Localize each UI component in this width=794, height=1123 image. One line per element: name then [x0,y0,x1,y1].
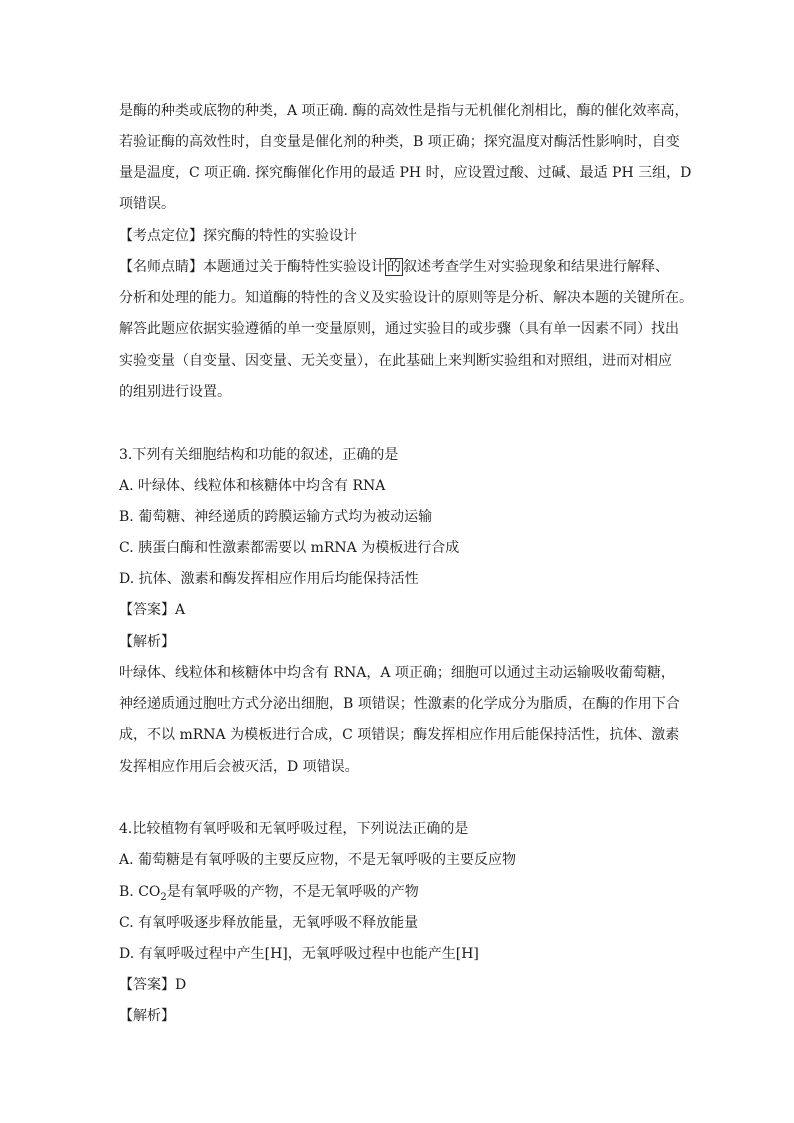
q3-analysis-line-1: 叶绿体、线粒体和核糖体中均含有 RNA，A 项正确；细胞可以通过主动运输吸收葡萄糖， [119,665,675,681]
prev-explanation-line-1: 是酶的种类或底物的种类，A 项正确. 酶的高效性是指与无机催化剂相比，酶的催化效率高， [119,103,689,119]
q4-analysis-label: 【解析】 [119,1008,175,1024]
q3-option-c: C. 胰蛋白酶和性激素都需要以 mRNA 为模板进行合成 [119,540,460,556]
q3-answer: 【答案】A [119,602,186,618]
q4-option-c: C. 有氧呼吸逐步释放能量，无氧呼吸不释放能量 [119,915,419,931]
q3-analysis-line-3: 成，不以 mRNA 为模板进行合成，C 项错误；酶发挥相应作用后能保持活性，抗体、激素 [119,727,680,743]
q3-analysis-line-4: 发挥相应作用后会被灭活，D 项错误。 [119,759,359,775]
q4-option-a: A. 葡萄糖是有氧呼吸的主要反应物，不是无氧呼吸的主要反应物 [119,852,517,868]
q3-analysis-label: 【解析】 [119,634,175,650]
prev-explanation-line-2: 若验证酶的高效性时，自变量是催化剂的种类，B 项正确；探究温度对酶活性影响时，自变 [119,134,680,150]
mingshi-line-1 [119,257,689,277]
q4-option-d: D. 有氧呼吸过程中产生[H]，无氧呼吸过程中也能产生[H] [119,946,479,962]
mingshi-line-2: 分析和处理的能力。知道酶的特性的含义及实验设计的原则等是分析、解决本题的关键所在。 [119,290,693,306]
q3-option-b: B. 葡萄糖、神经递质的跨膜运输方式均为被动运输 [119,509,433,525]
q4-option-b-pre: B. CO [119,884,161,900]
q4-stem: 4.比较植物有氧呼吸和无氧呼吸过程，下列说法正确的是 [119,821,469,837]
mingshi-line-5: 的组别进行设置。 [119,384,231,400]
q3-option-a: A. 叶绿体、线粒体和核糖体中均含有 RNA [119,478,386,494]
mingshi-line-1-pre: 【名师点睛】本题通过关于酶特性实验设计 [119,259,385,275]
prev-explanation-line-4: 项错误。 [119,196,175,212]
mingshi-line-1-post: 叙述考查学生对实验现象和结果进行解释、 [403,259,669,275]
mingshi-line-4: 实验变量（自变量、因变量、无关变量），在此基础上来判断实验组和对照组，进而对相应 [119,353,672,369]
q4-option-b-post: 是有氧呼吸的产物，不是无氧呼吸的产物 [166,884,419,900]
q4-answer: 【答案】D [119,977,187,993]
mingshi-boxed-char: 的 [387,259,401,275]
q3-analysis-line-2: 神经递质通过胞吐方式分泌出细胞，B 项错误；性激素的化学成分为脂质，在酶的作用下合 [119,696,680,712]
q3-stem: 3.下列有关细胞结构和功能的叙述，正确的是 [119,447,399,463]
prev-explanation-line-3: 量是温度，C 项正确. 探究酶催化作用的最适 PH 时，应设置过酸、过碱、最适 PH 三组，D [119,165,692,181]
q3-option-d: D. 抗体、激素和酶发挥相应作用后均能保持活性 [119,571,419,587]
kaodian-section: 【考点定位】探究酶的特性的实验设计 [119,228,357,244]
q4-option-b [119,882,689,902]
mingshi-line-3: 解答此题应依据实验遵循的单一变量原则，通过实验目的或步骤（具有单一因素不同）找出 [119,321,679,337]
q4-option-b-subscript: 2 [160,891,167,903]
